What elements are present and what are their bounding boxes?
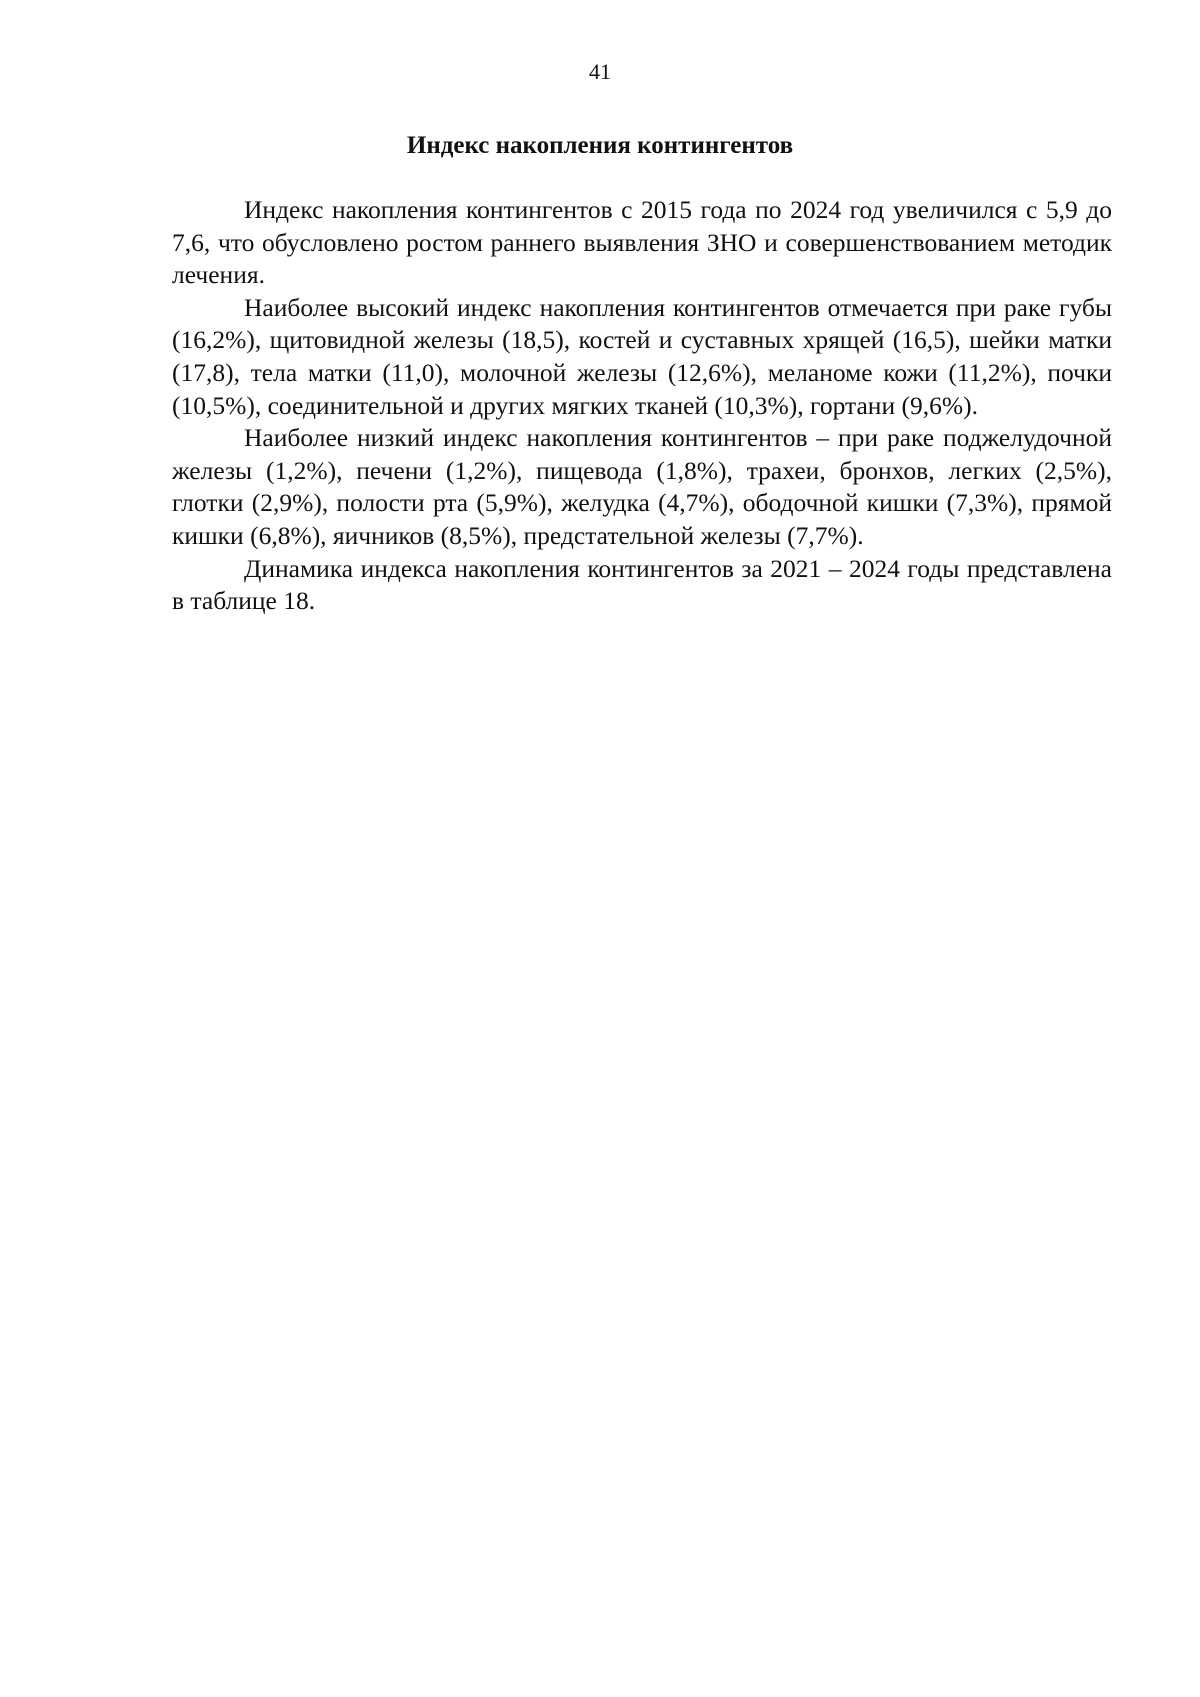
paragraph-highest-index: Наиболее высокий индекс накопления контингентов отмечается при раке губы (16,2%), щитовидной железы (18,5), костей и суставных хрящей (16,5), шейки матки (17,8), тела матки (11,0), молочной железы (12,6%), меланоме кожи (11,2%), почки (10,5%), соединительной и других мягких тканей (10,3%), гортани (9,6%). [172, 292, 1112, 420]
paragraph-dynamics-reference: Динамика индекса накопления контингентов за 2021 – 2024 годы представлена в таблице 18. [172, 553, 1112, 616]
section-title: Индекс накопления контингентов [406, 132, 794, 159]
page-number: 41 [589, 59, 611, 84]
paragraph-index-growth: Индекс накопления контингентов с 2015 года по 2024 год увеличился с 5,9 до 7,6, что обусловлено ростом раннего выявления ЗНО и совершенствованием методик лечения. [172, 195, 1112, 290]
body-text [172, 194, 1112, 618]
paragraph-lowest-index: Наиболее низкий индекс накопления контингентов – при раке поджелудочной железы (1,2%), печени (1,2%), пищевода (1,8%), трахеи, бронхов, легких (2,5%), глотки (2,9%), полости рта (5,9%), желудка (4,7%), ободочной кишки (7,3%), прямой кишки (6,8%), яичников (8,5%), предстательной железы (7,7%). [172, 423, 1112, 550]
